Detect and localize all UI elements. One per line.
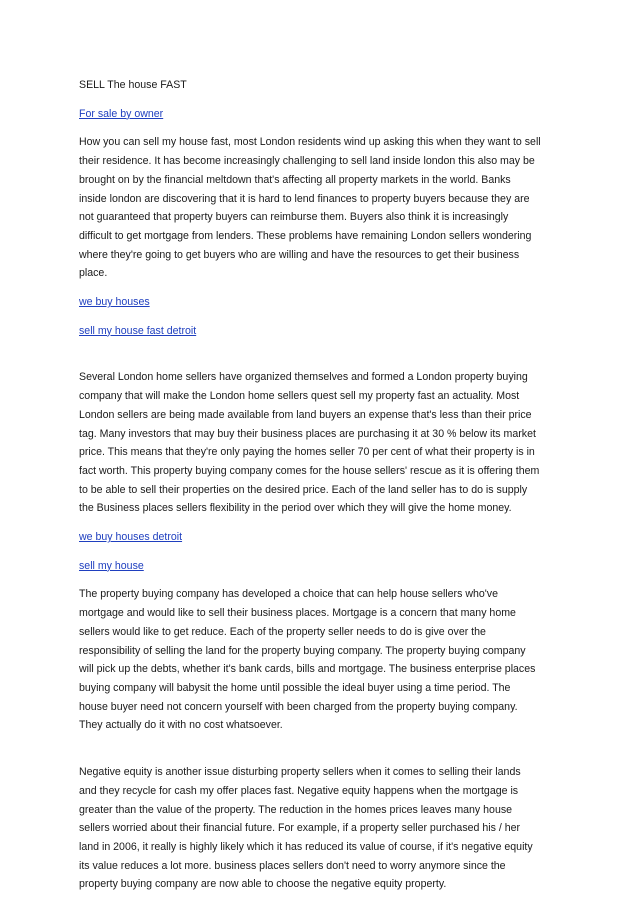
paragraph-1: How you can sell my house fast, most London residents wind up asking this when they want to sell their residence. It has become increasingly challenging to sell land inside london this also may be brought on by the financial meltdown that's affecting all property markets in the world. Banks inside london are discovering that it is hard to lend finances to property buyers because they are not guaranteed that property buyers can reimburse them. Buyers also think it is increasingly difficult to get mortgage from lenders. These problems have remaining London sellers wondering where they're going to get buyers who are willing and have the resources to get their business place. xyxy=(79,136,541,280)
blank-line xyxy=(79,350,541,368)
blank-line xyxy=(79,745,541,763)
document-title: SELL The house FAST xyxy=(79,79,187,91)
paragraph-2: Several London home sellers have organized themselves and formed a London property buying company that will make the London home sellers quest sell my property fast an actuality. Most London sellers are being made available from land buyers an expense that's less than their price tag. Many investors that may buy their business places are purchasing it at 30 % below its market price. This means that they're only paying the homes seller 70 per cent of what their property is in fact worth. This property buying company comes for the house sellers' rescue as it is offering them to be able to sell their properties on the desired price. Each of the land seller has to do is supply the Business places sellers flexibility in the period over which they will give the home money. xyxy=(79,371,540,515)
link-for-sale-by-owner[interactable]: For sale by owner xyxy=(79,107,164,120)
document-body xyxy=(79,76,541,904)
link-we-buy-houses-detroit[interactable]: we buy houses detroit xyxy=(79,531,183,544)
link-we-buy-houses[interactable]: we buy houses xyxy=(79,296,150,309)
paragraph-4: Negative equity is another issue disturbing property sellers when it comes to selling their lands and they recycle for cash my offer places fast. Negative equity happens when the mortgage is greater than the value of the property. The reduction in the homes prices leaves many house sellers worried about their financial future. For example, if a property seller purchased his / her land in 2006, it really is highly likely which it has reduced its value of course, if it's negative equity its value reduces a lot more. business places sellers don't need to worry anymore since the property buying company are now able to choose the negative equity property. xyxy=(79,766,533,891)
link-sell-my-house[interactable]: sell my house xyxy=(79,559,144,572)
link-sell-my-house-fast-detroit[interactable]: sell my house fast detroit xyxy=(79,324,197,337)
paragraph-3: The property buying company has developed a choice that can help house sellers who've mortgage and would like to sell their business places. Mortgage is a concern that many home sellers would like to get reduce. Each of the property seller needs to do is give over the responsibility of selling the land for the property buying company. The property buying company will pick up the debts, whether it's bank cards, bills and mortgage. The business enterprise places buying company will babysit the home until possible the ideal buyer using a time period. The house buyer need not concern yourself with been charged from the property buying company. They actually do it with no cost whatsoever. xyxy=(79,588,536,732)
